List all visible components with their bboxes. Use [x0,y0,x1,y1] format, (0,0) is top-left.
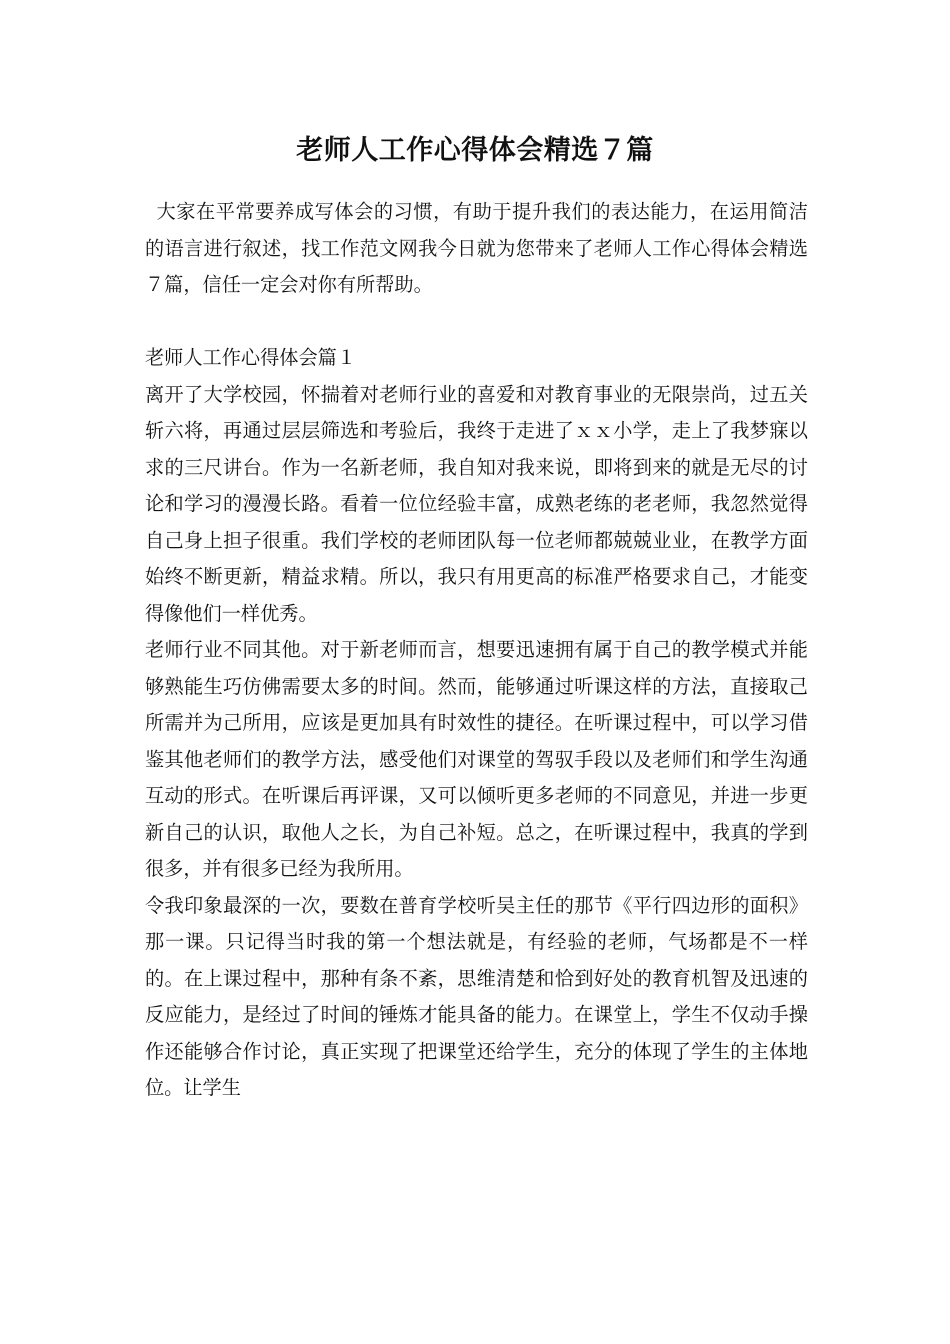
body-paragraph-2: 老师行业不同其他。对于新老师而言，想要迅速拥有属于自己的教学模式并能够熟能生巧仿佛需要太多的时间。然而，能够通过听课这样的方法，直接取己所需并为己所用，应该是更加具有时效性的捷径。在听课过程中，可以学习借鉴其他老师们的教学方法，感受他们对课堂的驾驭手段以及老师们和学生沟通互动的形式。在听课后再评课，又可以倾听更多老师的不同意见，并进一步更新自己的认识，取他人之长，为自己补短。总之，在听课过程中，我真的学到很多，并有很多已经为我所用。 [145,638,808,880]
section-heading: 老师人工作心得体会篇１ [145,346,357,369]
body-paragraph-1: 离开了大学校园，怀揣着对老师行业的喜爱和对教育事业的无限崇尚，过五关斩六将，再通过层层筛选和考验后，我终于走进了ｘｘ小学，走上了我梦寐以求的三尺讲台。作为一名新老师，我自知对我来说，即将到来的就是无尽的讨论和学习的漫漫长路。看着一位位经验丰富，成熟老练的老老师，我忽然觉得自己身上担子很重。我们学校的老师团队每一位老师都兢兢业业，在教学方面始终不断更新，精益求精。所以，我只有用更高的标准严格要求自己，才能变得像他们一样优秀。 [145,382,808,625]
document-title: 老师人工作心得体会精选７篇 [296,135,654,166]
document-body [145,194,808,1107]
intro-paragraph: 大家在平常要养成写体会的习惯，有助于提升我们的表达能力，在运用简洁的语言进行叙述，找工作范文网我今日就为您带来了老师人工作心得体会精选７篇，信任一定会对你有所帮助。 [145,200,808,296]
body-paragraph-3: 令我印象最深的一次，要数在普育学校听吴主任的那节《平行四边形的面积》那一课。只记得当时我的第一个想法就是，有经验的老师，气场都是不一样的。在上课过程中，那种有条不紊，思维清楚和恰到好处的教育机智及迅速的反应能力，是经过了时间的锤炼才能具备的能力。在课堂上，学生不仅动手操作还能够合作讨论，真正实现了把课堂还给学生，充分的体现了学生的主体地位。让学生 [145,893,808,1099]
paragraph-spacer [145,304,808,341]
